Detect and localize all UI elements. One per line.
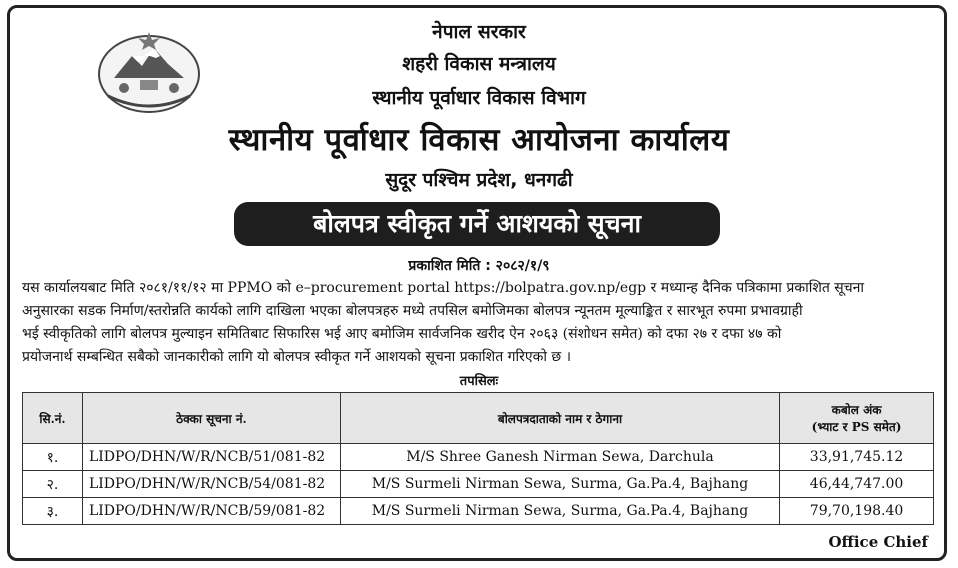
table-row [23, 444, 934, 471]
notice-title-banner: बोलपत्र स्वीकृत गर्ने आशयको सूचना [234, 202, 720, 246]
header-location: सुदूर पश्चिम प्रदेश, धनगढी [385, 169, 573, 191]
notice-body-line: अनुसारका सडक निर्माण/स्तरोन्नति कार्यको लागि दाखिला भएका बोलपत्रहरु मध्ये तपसिल बमोजिमका बोलपत्र न्यूनतम मूल्याङ्कित र सारभूत रुपमा प्रभावग्राही [22, 303, 803, 319]
table-row [23, 498, 934, 525]
header-office: स्थानीय पूर्वाधार विकास आयोजना कार्यालय [228, 122, 730, 158]
signature-office-chief: Office Chief [828, 533, 928, 551]
notice-body [22, 277, 936, 369]
cell-amount: 46,44,747.00 [780, 471, 934, 498]
published-date: प्रकाशित मिति : २०८२/१/९ [408, 258, 550, 274]
cell-sn: २. [23, 471, 83, 498]
header-department: स्थानीय पूर्वाधार विकास विभाग [372, 87, 586, 109]
notice-body-line: प्रयोजनार्थ सम्बन्धित सबैको जानकारीको लागि यो बोलपत्र स्वीकृत गर्ने आशयको सूचना प्रकाशित गरिएको छ । [22, 349, 571, 365]
col-header-amount [780, 393, 934, 444]
cell-contract: LIDPO/DHN/W/R/NCB/54/081-82 [82, 471, 340, 498]
cell-bidder: M/S Shree Ganesh Nirman Sewa, Darchula [340, 444, 779, 471]
table-header-row [23, 393, 934, 444]
cell-contract: LIDPO/DHN/W/R/NCB/51/081-82 [82, 444, 340, 471]
col-header-contract: ठेक्का सूचना नं. [82, 393, 340, 444]
cell-sn: ३. [23, 498, 83, 525]
cell-amount: 79,70,198.40 [780, 498, 934, 525]
cell-bidder: M/S Surmeli Nirman Sewa, Surma, Ga.Pa.4, Bajhang [340, 498, 779, 525]
cell-amount: 33,91,745.12 [780, 444, 934, 471]
col-header-bidder: बोलपत्रदाताको नाम र ठेगाना [340, 393, 779, 444]
cell-sn: १. [23, 444, 83, 471]
notice-body-line: यस कार्यालयबाट मिति २०८१/११/१२ मा PPMO को e–procurement portal https://bolpatra.gov.np/egp र मध्यान्ह दैनिक पत्रिकामा प्रकाशित सूचना [22, 280, 865, 296]
header-ministry: शहरी विकास मन्त्रालय [402, 53, 556, 75]
col-header-amount-line1: कबोल अंक [831, 403, 882, 417]
cell-bidder: M/S Surmeli Nirman Sewa, Surma, Ga.Pa.4, Bajhang [340, 471, 779, 498]
cell-contract: LIDPO/DHN/W/R/NCB/59/081-82 [82, 498, 340, 525]
col-header-sn: सि.नं. [23, 393, 83, 444]
table-row [23, 471, 934, 498]
col-header-amount-line2: (भ्याट र PS समेत) [811, 420, 902, 434]
notice-body-line: भई स्वीकृतिको लागि बोलपत्र मुल्याइन समितिबाट सिफारिस भई आए बमोजिम सार्वजनिक खरीद ऐन २०६३ (संशोधन समेत) को दफा २७ र दफा ४७ को [22, 326, 782, 342]
header-government: नेपाल सरकार [432, 21, 526, 43]
details-label: तपसिलः [459, 374, 499, 389]
bid-table [22, 392, 934, 525]
